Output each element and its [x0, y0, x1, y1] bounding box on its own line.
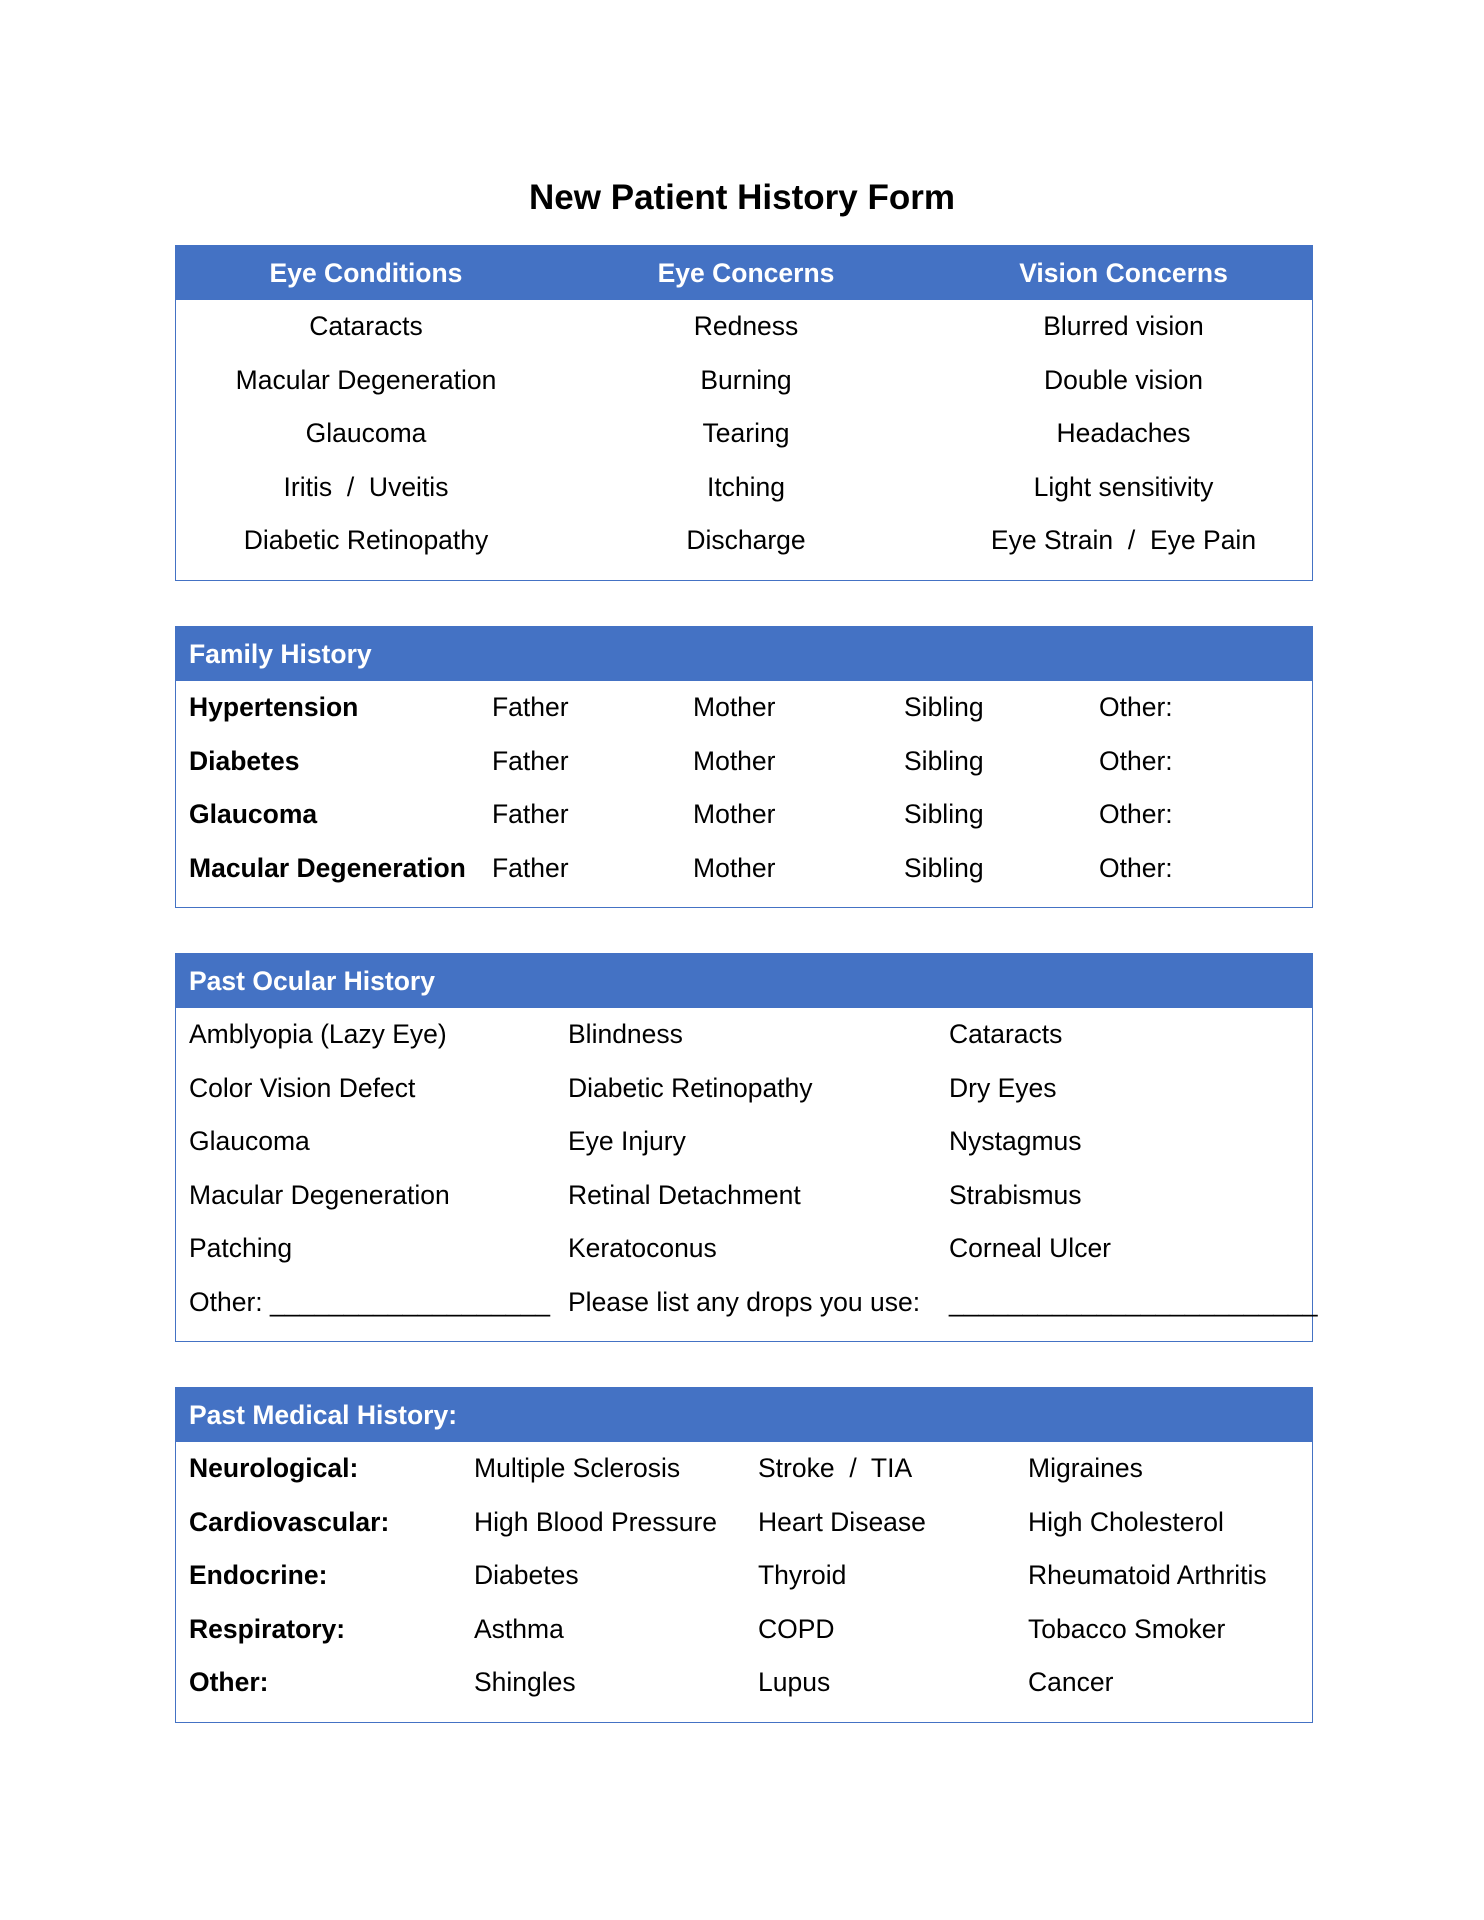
eye-table-header: [176, 246, 1312, 300]
option-ocular[interactable]: Patching: [189, 1233, 293, 1264]
table-row: [176, 354, 1312, 408]
table-row: [176, 735, 1312, 789]
option-sibling[interactable]: Sibling: [904, 799, 984, 830]
condition-label: Hypertension: [189, 692, 359, 723]
table-row: [176, 1062, 1312, 1116]
eye-conditions-table: [175, 245, 1313, 581]
option-vision-concern[interactable]: Blurred vision: [1043, 311, 1204, 342]
option-medical[interactable]: Asthma: [474, 1613, 564, 1644]
option-ocular[interactable]: Blindness: [568, 1019, 683, 1050]
page-title: New Patient History Form: [529, 178, 955, 217]
option-medical[interactable]: High Blood Pressure: [474, 1506, 718, 1537]
option-other[interactable]: Other:: [1099, 692, 1173, 723]
option-ocular[interactable]: Glaucoma: [189, 1126, 310, 1157]
table-row: [176, 407, 1312, 461]
condition-label: Macular Degeneration: [189, 852, 466, 883]
table-row: [176, 514, 1312, 568]
option-ocular[interactable]: Retinal Detachment: [568, 1179, 801, 1210]
past-ocular-history-header: Past Ocular History: [176, 954, 1312, 1008]
option-ocular[interactable]: Cataracts: [949, 1019, 1063, 1050]
table-row: [176, 300, 1312, 354]
table-row: [176, 681, 1312, 735]
drops-prompt-label: Please list any drops you use:: [568, 1286, 921, 1317]
condition-label: Diabetes: [189, 745, 300, 776]
option-other[interactable]: Other:: [1099, 745, 1173, 776]
option-mother[interactable]: Mother: [693, 745, 776, 776]
table-row: [176, 1549, 1312, 1603]
option-mother[interactable]: Mother: [693, 852, 776, 883]
option-medical[interactable]: High Cholesterol: [1028, 1506, 1224, 1537]
option-eye-condition[interactable]: Glaucoma: [305, 418, 427, 449]
option-medical[interactable]: Migraines: [1028, 1453, 1143, 1484]
option-ocular[interactable]: Strabismus: [949, 1179, 1082, 1210]
option-medical[interactable]: Cancer: [1028, 1667, 1114, 1698]
past-medical-history-table: [175, 1387, 1313, 1723]
table-row: [176, 1442, 1312, 1496]
past-ocular-history-table: [175, 953, 1318, 1342]
option-medical[interactable]: Stroke / TIA: [758, 1453, 913, 1484]
option-other[interactable]: Other:: [1099, 852, 1173, 883]
table-row: [176, 461, 1312, 515]
table-row: [176, 1115, 1312, 1169]
option-ocular[interactable]: Keratoconus: [568, 1233, 717, 1264]
option-ocular[interactable]: Color Vision Defect: [189, 1072, 416, 1103]
option-ocular[interactable]: Eye Injury: [568, 1126, 686, 1157]
option-ocular[interactable]: Corneal Ulcer: [949, 1233, 1112, 1264]
past-medical-history-header: Past Medical History:: [176, 1388, 1312, 1442]
option-sibling[interactable]: Sibling: [904, 852, 984, 883]
option-ocular[interactable]: Dry Eyes: [949, 1072, 1057, 1103]
category-label: Cardiovascular:: [189, 1506, 390, 1537]
drops-field[interactable]: _________________________: [949, 1286, 1318, 1317]
option-ocular[interactable]: Nystagmus: [949, 1126, 1082, 1157]
header-vision-concerns: Vision Concerns: [1019, 257, 1228, 288]
option-eye-concern[interactable]: Redness: [693, 311, 799, 342]
table-row: [176, 1222, 1312, 1276]
option-vision-concern[interactable]: Eye Strain / Eye Pain: [990, 525, 1257, 556]
category-label: Respiratory:: [189, 1613, 346, 1644]
option-father[interactable]: Father: [492, 799, 569, 830]
table-row: [176, 842, 1312, 896]
option-medical[interactable]: Diabetes: [474, 1560, 579, 1591]
option-ocular[interactable]: Amblyopia (Lazy Eye): [189, 1019, 447, 1050]
option-eye-condition[interactable]: Macular Degeneration: [235, 364, 497, 395]
option-eye-condition[interactable]: Iritis / Uveitis: [283, 471, 449, 502]
option-medical[interactable]: Shingles: [474, 1667, 576, 1698]
table-row: [176, 1603, 1312, 1657]
option-eye-concern[interactable]: Discharge: [686, 525, 806, 556]
option-other[interactable]: Other:: [1099, 799, 1173, 830]
header-eye-concerns: Eye Concerns: [657, 257, 835, 288]
option-medical[interactable]: Lupus: [758, 1667, 831, 1698]
option-medical[interactable]: Multiple Sclerosis: [474, 1453, 681, 1484]
option-ocular[interactable]: Macular Degeneration: [189, 1179, 450, 1210]
category-label: Neurological:: [189, 1453, 359, 1484]
option-medical[interactable]: Thyroid: [758, 1560, 847, 1591]
header-eye-conditions: Eye Conditions: [269, 257, 463, 288]
option-vision-concern[interactable]: Double vision: [1043, 364, 1204, 395]
option-eye-concern[interactable]: Tearing: [702, 418, 790, 449]
option-eye-condition[interactable]: Diabetic Retinopathy: [243, 525, 489, 556]
category-label: Other:: [189, 1667, 269, 1698]
option-medical[interactable]: Tobacco Smoker: [1028, 1613, 1226, 1644]
condition-label: Glaucoma: [189, 799, 318, 830]
option-medical[interactable]: COPD: [758, 1613, 835, 1644]
option-father[interactable]: Father: [492, 745, 569, 776]
option-mother[interactable]: Mother: [693, 692, 776, 723]
family-history-header: Family History: [176, 627, 1312, 681]
option-sibling[interactable]: Sibling: [904, 692, 984, 723]
option-medical[interactable]: Heart Disease: [758, 1506, 926, 1537]
table-row: [176, 1276, 1318, 1330]
table-row: [176, 1496, 1312, 1550]
option-father[interactable]: Father: [492, 852, 569, 883]
category-label: Endocrine:: [189, 1560, 328, 1591]
table-row: [176, 1008, 1312, 1062]
option-mother[interactable]: Mother: [693, 799, 776, 830]
option-medical[interactable]: Rheumatoid Arthritis: [1028, 1560, 1267, 1591]
table-row: [176, 1656, 1312, 1710]
other-ocular-field[interactable]: Other: ___________________: [189, 1286, 551, 1317]
option-eye-concern[interactable]: Burning: [700, 364, 792, 395]
table-row: [176, 788, 1312, 842]
option-vision-concern[interactable]: Headaches: [1056, 418, 1191, 449]
option-vision-concern[interactable]: Light sensitivity: [1033, 471, 1214, 502]
option-eye-concern[interactable]: Itching: [706, 471, 786, 502]
option-sibling[interactable]: Sibling: [904, 745, 984, 776]
option-eye-condition[interactable]: Cataracts: [309, 311, 423, 342]
family-history-table: [175, 626, 1313, 908]
option-ocular[interactable]: Diabetic Retinopathy: [568, 1072, 813, 1103]
table-row: [176, 1169, 1312, 1223]
option-father[interactable]: Father: [492, 692, 569, 723]
